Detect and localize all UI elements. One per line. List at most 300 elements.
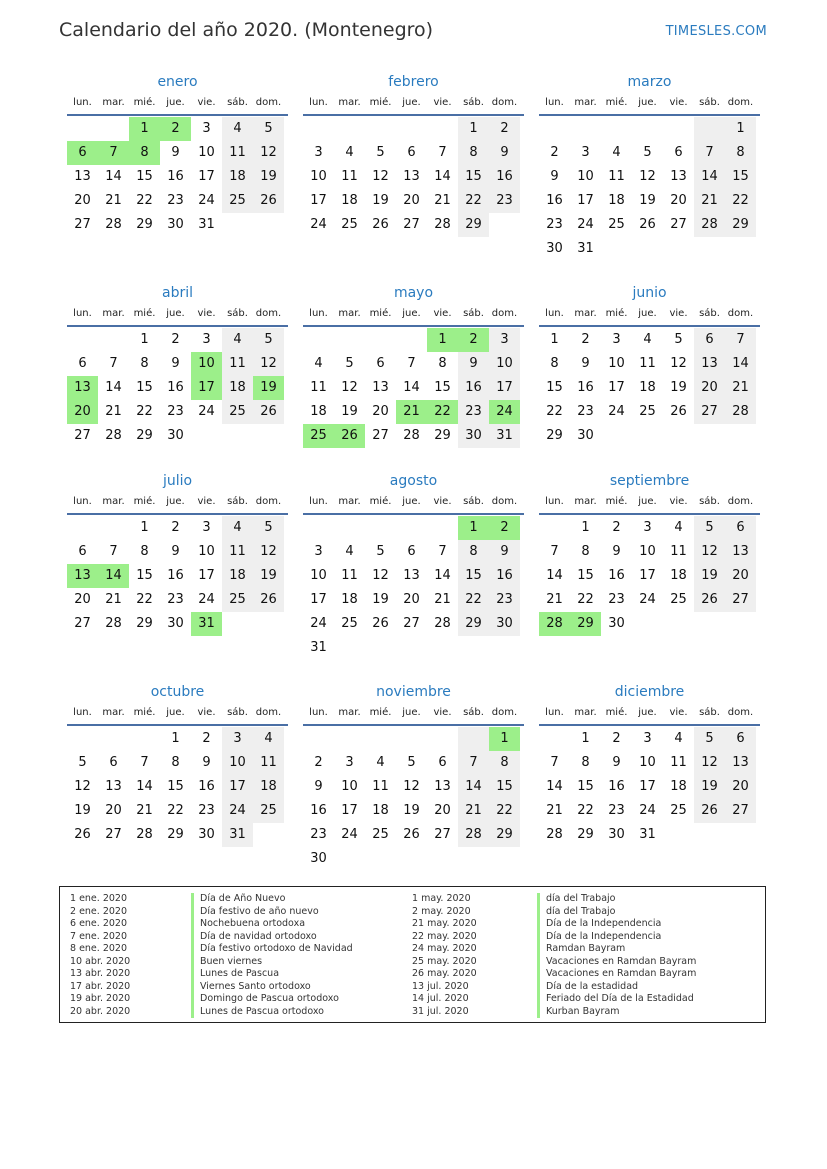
day-cell[interactable]: 26 bbox=[253, 189, 284, 213]
day-cell[interactable]: 23 bbox=[577, 404, 594, 419]
day-cell[interactable]: 10 bbox=[310, 169, 327, 184]
day-cell[interactable]: 16 bbox=[458, 376, 489, 400]
day-cell[interactable]: 26 bbox=[372, 616, 389, 631]
day-cell[interactable]: 15 bbox=[136, 169, 153, 184]
day-cell[interactable]: 31 bbox=[310, 640, 327, 655]
day-cell[interactable]: 9 bbox=[202, 755, 211, 770]
day-cell[interactable]: 5 bbox=[376, 544, 385, 559]
day-cell[interactable]: 13 bbox=[67, 376, 98, 400]
day-cell[interactable]: 8 bbox=[171, 755, 180, 770]
day-cell[interactable]: 6 bbox=[109, 755, 118, 770]
day-cell[interactable]: 3 bbox=[202, 121, 211, 136]
day-cell[interactable]: 15 bbox=[136, 380, 153, 395]
day-cell[interactable]: 1 bbox=[171, 731, 180, 746]
day-cell[interactable]: 11 bbox=[670, 755, 687, 770]
day-cell[interactable]: 18 bbox=[372, 803, 389, 818]
day-cell[interactable]: 19 bbox=[694, 564, 725, 588]
day-cell[interactable]: 8 bbox=[581, 544, 590, 559]
day-cell[interactable]: 9 bbox=[581, 356, 590, 371]
day-cell[interactable]: 11 bbox=[670, 544, 687, 559]
day-cell[interactable]: 10 bbox=[198, 145, 215, 160]
day-cell[interactable]: 26 bbox=[253, 400, 284, 424]
day-cell[interactable]: 10 bbox=[222, 751, 253, 775]
day-cell[interactable]: 19 bbox=[253, 376, 284, 400]
day-cell[interactable]: 13 bbox=[670, 169, 687, 184]
day-cell[interactable]: 30 bbox=[310, 851, 327, 866]
day-cell[interactable]: 6 bbox=[674, 145, 683, 160]
day-cell[interactable]: 1 bbox=[581, 520, 590, 535]
day-cell[interactable]: 14 bbox=[105, 169, 122, 184]
day-cell[interactable]: 27 bbox=[403, 217, 420, 232]
day-cell[interactable]: 2 bbox=[550, 145, 559, 160]
day-cell[interactable]: 30 bbox=[608, 827, 625, 842]
day-cell[interactable]: 28 bbox=[105, 428, 122, 443]
day-cell[interactable]: 16 bbox=[608, 779, 625, 794]
day-cell[interactable]: 4 bbox=[253, 727, 284, 751]
day-cell[interactable]: 7 bbox=[140, 755, 149, 770]
day-cell[interactable]: 8 bbox=[140, 544, 149, 559]
day-cell[interactable]: 7 bbox=[98, 141, 129, 165]
day-cell[interactable]: 11 bbox=[222, 352, 253, 376]
day-cell[interactable]: 7 bbox=[109, 544, 118, 559]
day-cell[interactable]: 24 bbox=[639, 803, 656, 818]
day-cell[interactable]: 31 bbox=[489, 424, 520, 448]
day-cell[interactable]: 25 bbox=[222, 400, 253, 424]
day-cell[interactable]: 13 bbox=[725, 751, 756, 775]
day-cell[interactable]: 14 bbox=[546, 568, 563, 583]
day-cell[interactable]: 16 bbox=[546, 193, 563, 208]
day-cell[interactable]: 26 bbox=[74, 827, 91, 842]
day-cell[interactable]: 2 bbox=[489, 516, 520, 540]
day-cell[interactable]: 10 bbox=[639, 755, 656, 770]
day-cell[interactable]: 3 bbox=[202, 332, 211, 347]
day-cell[interactable]: 27 bbox=[694, 400, 725, 424]
day-cell[interactable]: 19 bbox=[694, 775, 725, 799]
day-cell[interactable]: 17 bbox=[639, 779, 656, 794]
day-cell[interactable]: 14 bbox=[98, 564, 129, 588]
day-cell[interactable]: 12 bbox=[253, 352, 284, 376]
day-cell[interactable]: 29 bbox=[458, 213, 489, 237]
day-cell[interactable]: 3 bbox=[612, 332, 621, 347]
day-cell[interactable]: 25 bbox=[222, 588, 253, 612]
day-cell[interactable]: 6 bbox=[438, 755, 447, 770]
day-cell[interactable]: 29 bbox=[136, 217, 153, 232]
day-cell[interactable]: 7 bbox=[407, 356, 416, 371]
day-cell[interactable]: 6 bbox=[725, 727, 756, 751]
day-cell[interactable]: 22 bbox=[136, 404, 153, 419]
day-cell[interactable]: 26 bbox=[694, 588, 725, 612]
day-cell[interactable]: 29 bbox=[577, 827, 594, 842]
day-cell[interactable]: 5 bbox=[694, 516, 725, 540]
day-cell[interactable]: 21 bbox=[105, 592, 122, 607]
day-cell[interactable]: 10 bbox=[577, 169, 594, 184]
day-cell[interactable]: 12 bbox=[670, 356, 687, 371]
day-cell[interactable]: 11 bbox=[253, 751, 284, 775]
day-cell[interactable]: 22 bbox=[136, 193, 153, 208]
day-cell[interactable]: 2 bbox=[612, 731, 621, 746]
day-cell[interactable]: 21 bbox=[434, 193, 451, 208]
day-cell[interactable]: 17 bbox=[198, 169, 215, 184]
day-cell[interactable]: 19 bbox=[670, 380, 687, 395]
day-cell[interactable]: 23 bbox=[198, 803, 215, 818]
day-cell[interactable]: 13 bbox=[403, 169, 420, 184]
day-cell[interactable]: 18 bbox=[222, 165, 253, 189]
day-cell[interactable]: 19 bbox=[403, 803, 420, 818]
day-cell[interactable]: 12 bbox=[372, 568, 389, 583]
day-cell[interactable]: 20 bbox=[67, 400, 98, 424]
day-cell[interactable]: 3 bbox=[202, 520, 211, 535]
day-cell[interactable]: 2 bbox=[581, 332, 590, 347]
day-cell[interactable]: 8 bbox=[458, 141, 489, 165]
day-cell[interactable]: 4 bbox=[612, 145, 621, 160]
day-cell[interactable]: 1 bbox=[427, 328, 458, 352]
day-cell[interactable]: 11 bbox=[639, 356, 656, 371]
day-cell[interactable]: 26 bbox=[639, 217, 656, 232]
day-cell[interactable]: 28 bbox=[434, 217, 451, 232]
day-cell[interactable]: 12 bbox=[403, 779, 420, 794]
day-cell[interactable]: 24 bbox=[608, 404, 625, 419]
day-cell[interactable]: 3 bbox=[222, 727, 253, 751]
day-cell[interactable]: 18 bbox=[341, 592, 358, 607]
day-cell[interactable]: 16 bbox=[310, 803, 327, 818]
day-cell[interactable]: 15 bbox=[167, 779, 184, 794]
day-cell[interactable]: 22 bbox=[725, 189, 756, 213]
day-cell[interactable]: 2 bbox=[489, 117, 520, 141]
day-cell[interactable]: 16 bbox=[577, 380, 594, 395]
day-cell[interactable]: 24 bbox=[310, 217, 327, 232]
day-cell[interactable]: 22 bbox=[577, 803, 594, 818]
day-cell[interactable]: 18 bbox=[222, 564, 253, 588]
day-cell[interactable]: 21 bbox=[458, 799, 489, 823]
day-cell[interactable]: 16 bbox=[198, 779, 215, 794]
day-cell[interactable]: 14 bbox=[458, 775, 489, 799]
day-cell[interactable]: 16 bbox=[489, 564, 520, 588]
day-cell[interactable]: 6 bbox=[78, 356, 87, 371]
day-cell[interactable]: 8 bbox=[438, 356, 447, 371]
day-cell[interactable]: 15 bbox=[136, 568, 153, 583]
day-cell[interactable]: 29 bbox=[136, 616, 153, 631]
day-cell[interactable]: 20 bbox=[725, 775, 756, 799]
day-cell[interactable]: 5 bbox=[253, 328, 284, 352]
day-cell[interactable]: 13 bbox=[67, 564, 98, 588]
day-cell[interactable]: 17 bbox=[489, 376, 520, 400]
day-cell[interactable]: 19 bbox=[372, 193, 389, 208]
day-cell[interactable]: 12 bbox=[694, 751, 725, 775]
day-cell[interactable]: 9 bbox=[612, 755, 621, 770]
day-cell[interactable]: 3 bbox=[489, 328, 520, 352]
day-cell[interactable]: 12 bbox=[74, 779, 91, 794]
day-cell[interactable]: 5 bbox=[376, 145, 385, 160]
day-cell[interactable]: 13 bbox=[74, 169, 91, 184]
day-cell[interactable]: 5 bbox=[345, 356, 354, 371]
day-cell[interactable]: 4 bbox=[674, 731, 683, 746]
brand-link[interactable]: TIMESLES.COM bbox=[665, 24, 767, 39]
day-cell[interactable]: 15 bbox=[725, 165, 756, 189]
day-cell[interactable]: 17 bbox=[608, 380, 625, 395]
day-cell[interactable]: 20 bbox=[74, 592, 91, 607]
day-cell[interactable]: 9 bbox=[489, 141, 520, 165]
day-cell[interactable]: 24 bbox=[341, 827, 358, 842]
day-cell[interactable]: 26 bbox=[694, 799, 725, 823]
day-cell[interactable]: 17 bbox=[639, 568, 656, 583]
day-cell[interactable]: 28 bbox=[136, 827, 153, 842]
day-cell[interactable]: 2 bbox=[171, 332, 180, 347]
day-cell[interactable]: 27 bbox=[434, 827, 451, 842]
day-cell[interactable]: 30 bbox=[546, 241, 563, 256]
day-cell[interactable]: 9 bbox=[612, 544, 621, 559]
day-cell[interactable]: 20 bbox=[694, 376, 725, 400]
day-cell[interactable]: 1 bbox=[129, 117, 160, 141]
day-cell[interactable]: 22 bbox=[458, 588, 489, 612]
day-cell[interactable]: 30 bbox=[167, 428, 184, 443]
day-cell[interactable]: 15 bbox=[458, 564, 489, 588]
day-cell[interactable]: 9 bbox=[458, 352, 489, 376]
day-cell[interactable]: 12 bbox=[372, 169, 389, 184]
day-cell[interactable]: 4 bbox=[643, 332, 652, 347]
day-cell[interactable]: 12 bbox=[639, 169, 656, 184]
day-cell[interactable]: 25 bbox=[303, 424, 334, 448]
day-cell[interactable]: 27 bbox=[105, 827, 122, 842]
day-cell[interactable]: 6 bbox=[694, 328, 725, 352]
day-cell[interactable]: 23 bbox=[489, 588, 520, 612]
day-cell[interactable]: 9 bbox=[171, 145, 180, 160]
day-cell[interactable]: 28 bbox=[539, 612, 570, 636]
day-cell[interactable]: 10 bbox=[608, 356, 625, 371]
day-cell[interactable]: 3 bbox=[314, 544, 323, 559]
day-cell[interactable]: 19 bbox=[372, 592, 389, 607]
day-cell[interactable]: 21 bbox=[694, 189, 725, 213]
day-cell[interactable]: 23 bbox=[167, 193, 184, 208]
day-cell[interactable]: 10 bbox=[191, 352, 222, 376]
day-cell[interactable]: 20 bbox=[372, 404, 389, 419]
day-cell[interactable]: 18 bbox=[670, 568, 687, 583]
day-cell[interactable]: 3 bbox=[643, 731, 652, 746]
day-cell[interactable]: 1 bbox=[581, 731, 590, 746]
day-cell[interactable]: 21 bbox=[105, 404, 122, 419]
day-cell[interactable]: 13 bbox=[694, 352, 725, 376]
day-cell[interactable]: 8 bbox=[458, 540, 489, 564]
day-cell[interactable]: 27 bbox=[725, 799, 756, 823]
day-cell[interactable]: 30 bbox=[167, 616, 184, 631]
day-cell[interactable]: 5 bbox=[694, 727, 725, 751]
day-cell[interactable]: 28 bbox=[403, 428, 420, 443]
day-cell[interactable]: 13 bbox=[403, 568, 420, 583]
day-cell[interactable]: 12 bbox=[253, 141, 284, 165]
day-cell[interactable]: 8 bbox=[725, 141, 756, 165]
day-cell[interactable]: 25 bbox=[372, 827, 389, 842]
day-cell[interactable]: 3 bbox=[314, 145, 323, 160]
day-cell[interactable]: 4 bbox=[345, 544, 354, 559]
day-cell[interactable]: 17 bbox=[191, 376, 222, 400]
day-cell[interactable]: 25 bbox=[670, 592, 687, 607]
day-cell[interactable]: 12 bbox=[253, 540, 284, 564]
day-cell[interactable]: 11 bbox=[310, 380, 327, 395]
day-cell[interactable]: 11 bbox=[372, 779, 389, 794]
day-cell[interactable]: 17 bbox=[222, 775, 253, 799]
day-cell[interactable]: 5 bbox=[253, 516, 284, 540]
day-cell[interactable]: 18 bbox=[341, 193, 358, 208]
day-cell[interactable]: 30 bbox=[458, 424, 489, 448]
day-cell[interactable]: 20 bbox=[74, 193, 91, 208]
day-cell[interactable]: 14 bbox=[403, 380, 420, 395]
day-cell[interactable]: 24 bbox=[310, 616, 327, 631]
day-cell[interactable]: 4 bbox=[314, 356, 323, 371]
day-cell[interactable]: 23 bbox=[310, 827, 327, 842]
day-cell[interactable]: 17 bbox=[577, 193, 594, 208]
day-cell[interactable]: 9 bbox=[171, 356, 180, 371]
day-cell[interactable]: 15 bbox=[577, 568, 594, 583]
day-cell[interactable]: 19 bbox=[74, 803, 91, 818]
day-cell[interactable]: 2 bbox=[171, 520, 180, 535]
day-cell[interactable]: 29 bbox=[489, 823, 520, 847]
day-cell[interactable]: 1 bbox=[458, 117, 489, 141]
day-cell[interactable]: 11 bbox=[341, 169, 358, 184]
day-cell[interactable]: 24 bbox=[489, 400, 520, 424]
day-cell[interactable]: 17 bbox=[198, 568, 215, 583]
day-cell[interactable]: 7 bbox=[694, 141, 725, 165]
day-cell[interactable]: 8 bbox=[489, 751, 520, 775]
day-cell[interactable]: 30 bbox=[167, 217, 184, 232]
day-cell[interactable]: 7 bbox=[725, 328, 756, 352]
day-cell[interactable]: 9 bbox=[489, 540, 520, 564]
day-cell[interactable]: 16 bbox=[489, 165, 520, 189]
day-cell[interactable]: 1 bbox=[725, 117, 756, 141]
day-cell[interactable]: 19 bbox=[639, 193, 656, 208]
day-cell[interactable]: 7 bbox=[550, 755, 559, 770]
day-cell[interactable]: 23 bbox=[489, 189, 520, 213]
day-cell[interactable]: 6 bbox=[407, 544, 416, 559]
day-cell[interactable]: 24 bbox=[198, 404, 215, 419]
day-cell[interactable]: 28 bbox=[105, 217, 122, 232]
day-cell[interactable]: 31 bbox=[198, 217, 215, 232]
day-cell[interactable]: 30 bbox=[198, 827, 215, 842]
day-cell[interactable]: 29 bbox=[546, 428, 563, 443]
day-cell[interactable]: 11 bbox=[608, 169, 625, 184]
day-cell[interactable]: 22 bbox=[489, 799, 520, 823]
day-cell[interactable]: 29 bbox=[570, 612, 601, 636]
day-cell[interactable]: 19 bbox=[253, 165, 284, 189]
day-cell[interactable]: 15 bbox=[546, 380, 563, 395]
day-cell[interactable]: 25 bbox=[222, 189, 253, 213]
day-cell[interactable]: 18 bbox=[670, 779, 687, 794]
day-cell[interactable]: 19 bbox=[341, 404, 358, 419]
day-cell[interactable]: 30 bbox=[577, 428, 594, 443]
day-cell[interactable]: 24 bbox=[577, 217, 594, 232]
day-cell[interactable]: 16 bbox=[167, 169, 184, 184]
day-cell[interactable]: 30 bbox=[489, 612, 520, 636]
day-cell[interactable]: 15 bbox=[434, 380, 451, 395]
day-cell[interactable]: 6 bbox=[407, 145, 416, 160]
day-cell[interactable]: 23 bbox=[608, 592, 625, 607]
day-cell[interactable]: 10 bbox=[310, 568, 327, 583]
day-cell[interactable]: 24 bbox=[198, 193, 215, 208]
day-cell[interactable]: 4 bbox=[222, 328, 253, 352]
day-cell[interactable]: 7 bbox=[438, 544, 447, 559]
day-cell[interactable]: 25 bbox=[341, 616, 358, 631]
day-cell[interactable]: 20 bbox=[434, 803, 451, 818]
day-cell[interactable]: 28 bbox=[694, 213, 725, 237]
day-cell[interactable]: 21 bbox=[725, 376, 756, 400]
day-cell[interactable]: 8 bbox=[550, 356, 559, 371]
day-cell[interactable]: 25 bbox=[253, 799, 284, 823]
day-cell[interactable]: 31 bbox=[222, 823, 253, 847]
day-cell[interactable]: 26 bbox=[670, 404, 687, 419]
day-cell[interactable]: 18 bbox=[310, 404, 327, 419]
day-cell[interactable]: 21 bbox=[434, 592, 451, 607]
day-cell[interactable]: 5 bbox=[78, 755, 87, 770]
day-cell[interactable]: 10 bbox=[198, 544, 215, 559]
day-cell[interactable]: 30 bbox=[608, 616, 625, 631]
day-cell[interactable]: 11 bbox=[222, 540, 253, 564]
day-cell[interactable]: 20 bbox=[403, 592, 420, 607]
day-cell[interactable]: 28 bbox=[725, 400, 756, 424]
day-cell[interactable]: 15 bbox=[489, 775, 520, 799]
day-cell[interactable]: 23 bbox=[608, 803, 625, 818]
day-cell[interactable]: 4 bbox=[345, 145, 354, 160]
day-cell[interactable]: 13 bbox=[105, 779, 122, 794]
day-cell[interactable]: 12 bbox=[694, 540, 725, 564]
day-cell[interactable]: 25 bbox=[639, 404, 656, 419]
day-cell[interactable]: 25 bbox=[670, 803, 687, 818]
day-cell[interactable]: 15 bbox=[458, 165, 489, 189]
day-cell[interactable]: 23 bbox=[167, 404, 184, 419]
day-cell[interactable]: 27 bbox=[670, 217, 687, 232]
day-cell[interactable]: 24 bbox=[222, 799, 253, 823]
day-cell[interactable]: 17 bbox=[341, 803, 358, 818]
day-cell[interactable]: 17 bbox=[310, 592, 327, 607]
day-cell[interactable]: 16 bbox=[608, 568, 625, 583]
day-cell[interactable]: 6 bbox=[67, 141, 98, 165]
day-cell[interactable]: 4 bbox=[376, 755, 385, 770]
day-cell[interactable]: 9 bbox=[171, 544, 180, 559]
day-cell[interactable]: 18 bbox=[222, 376, 253, 400]
day-cell[interactable]: 10 bbox=[639, 544, 656, 559]
day-cell[interactable]: 20 bbox=[105, 803, 122, 818]
day-cell[interactable]: 14 bbox=[434, 169, 451, 184]
day-cell[interactable]: 27 bbox=[74, 616, 91, 631]
day-cell[interactable]: 27 bbox=[372, 428, 389, 443]
day-cell[interactable]: 26 bbox=[334, 424, 365, 448]
day-cell[interactable]: 14 bbox=[105, 380, 122, 395]
day-cell[interactable]: 3 bbox=[345, 755, 354, 770]
day-cell[interactable]: 1 bbox=[489, 727, 520, 751]
day-cell[interactable]: 5 bbox=[253, 117, 284, 141]
day-cell[interactable]: 27 bbox=[725, 588, 756, 612]
day-cell[interactable]: 1 bbox=[458, 516, 489, 540]
day-cell[interactable]: 7 bbox=[458, 751, 489, 775]
day-cell[interactable]: 25 bbox=[608, 217, 625, 232]
day-cell[interactable]: 21 bbox=[105, 193, 122, 208]
day-cell[interactable]: 16 bbox=[167, 380, 184, 395]
day-cell[interactable]: 13 bbox=[372, 380, 389, 395]
day-cell[interactable]: 29 bbox=[725, 213, 756, 237]
day-cell[interactable]: 21 bbox=[396, 400, 427, 424]
day-cell[interactable]: 24 bbox=[198, 592, 215, 607]
day-cell[interactable]: 22 bbox=[577, 592, 594, 607]
day-cell[interactable]: 31 bbox=[639, 827, 656, 842]
day-cell[interactable]: 20 bbox=[403, 193, 420, 208]
day-cell[interactable]: 28 bbox=[546, 827, 563, 842]
day-cell[interactable]: 29 bbox=[136, 428, 153, 443]
day-cell[interactable]: 6 bbox=[376, 356, 385, 371]
day-cell[interactable]: 31 bbox=[577, 241, 594, 256]
day-cell[interactable]: 26 bbox=[253, 588, 284, 612]
day-cell[interactable]: 5 bbox=[643, 145, 652, 160]
day-cell[interactable]: 14 bbox=[546, 779, 563, 794]
day-cell[interactable]: 3 bbox=[581, 145, 590, 160]
day-cell[interactable]: 13 bbox=[434, 779, 451, 794]
day-cell[interactable]: 2 bbox=[612, 520, 621, 535]
